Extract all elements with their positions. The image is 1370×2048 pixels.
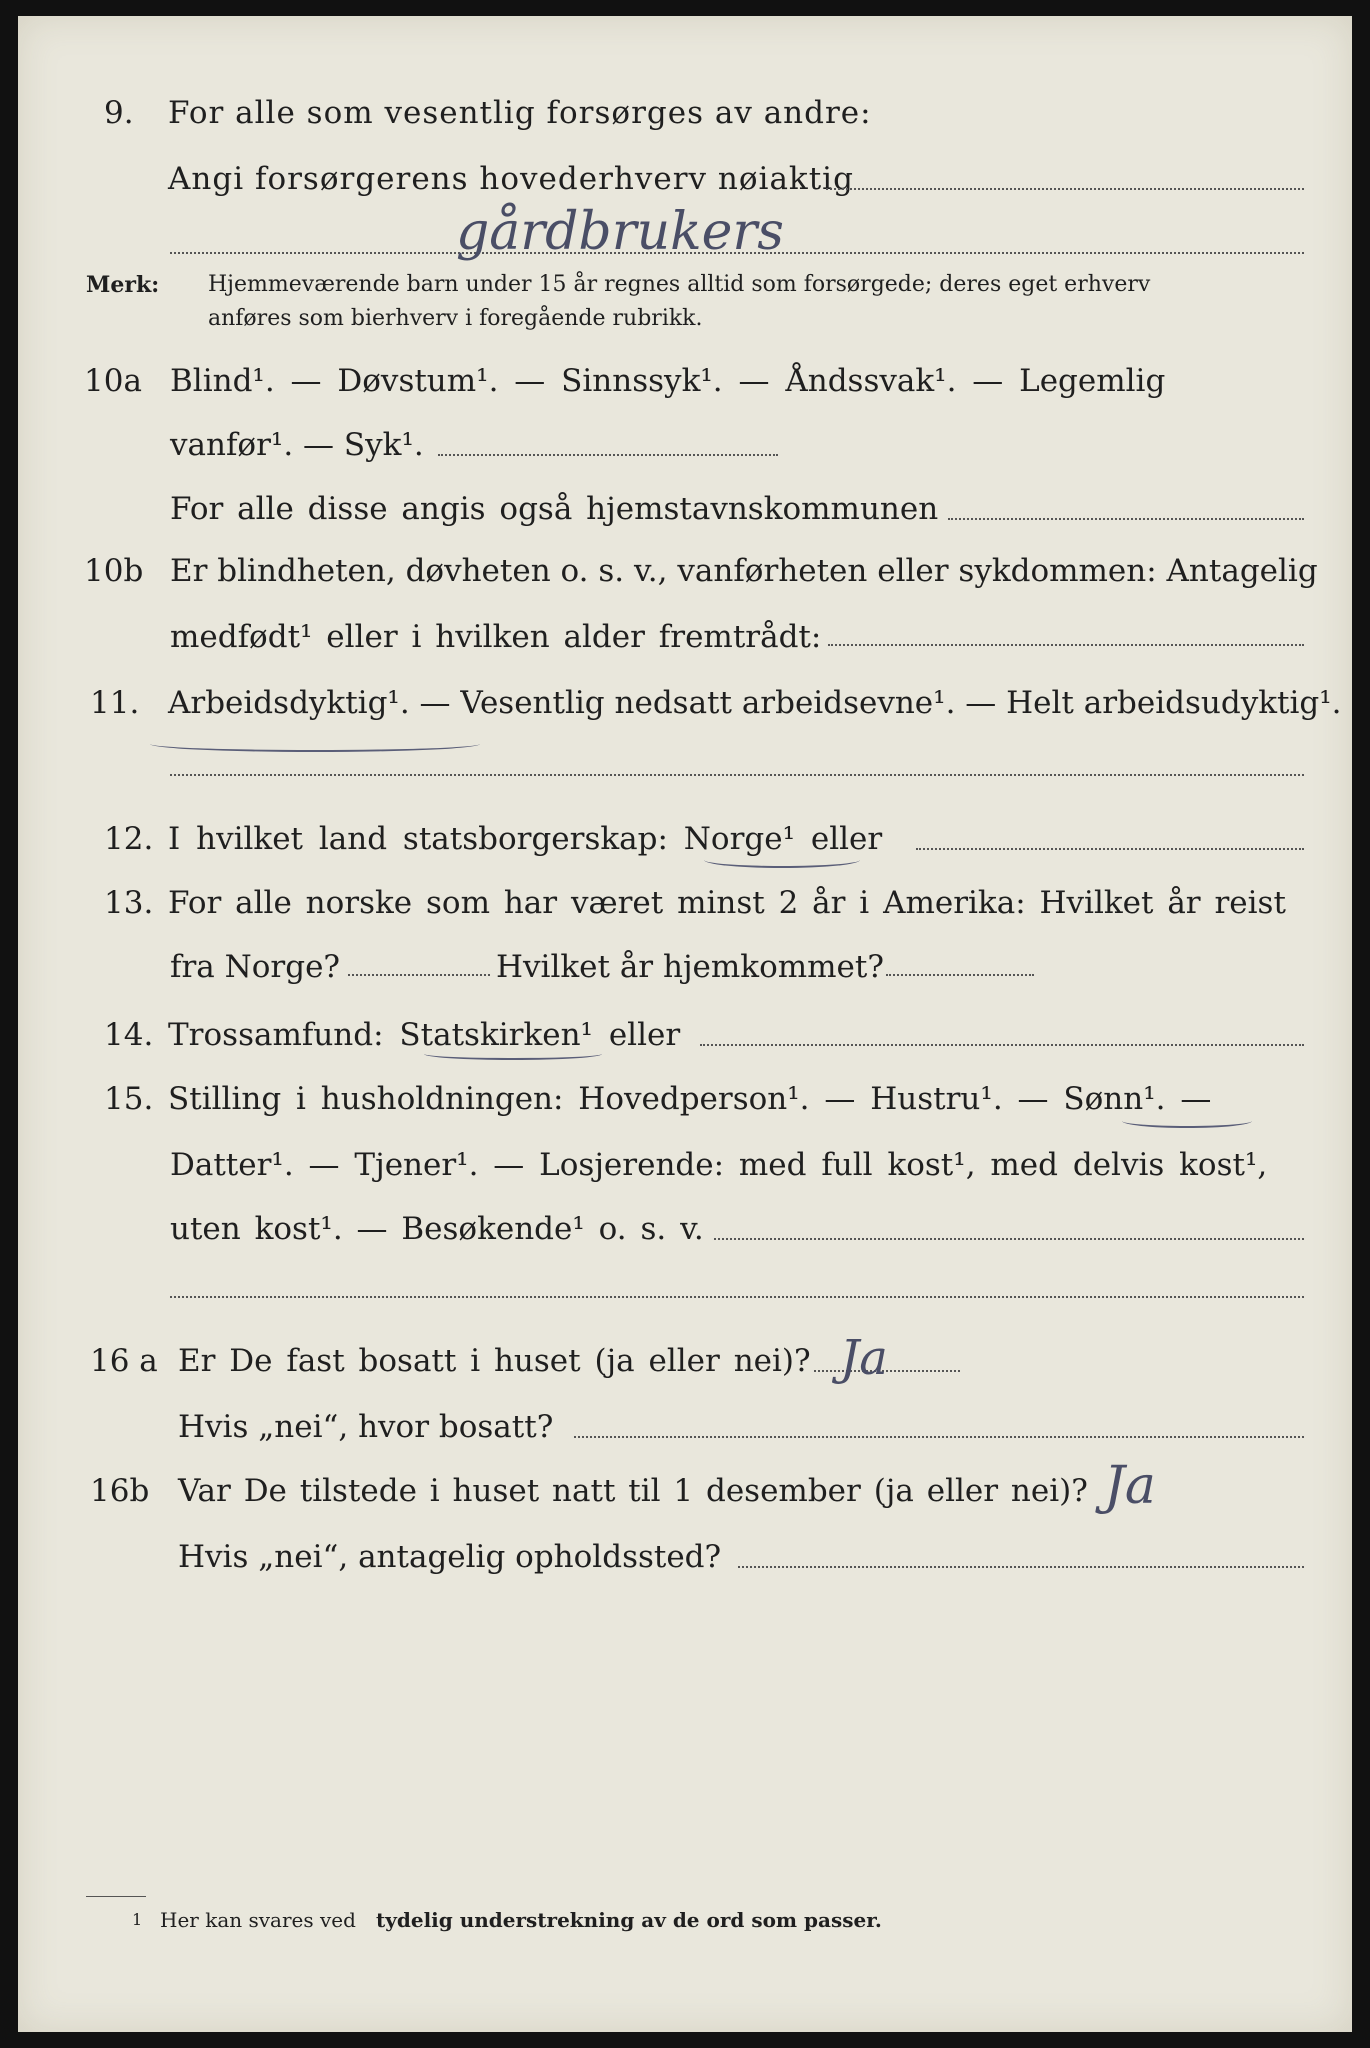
q16a-line2-dots <box>574 1436 1304 1438</box>
q16b-handwritten-answer: Ja <box>1104 1456 1156 1516</box>
q11-answer-line <box>170 774 1304 776</box>
merk-label: Merk: <box>86 272 160 298</box>
q9-line1: For alle som vesentlig forsørges av andre: <box>168 95 872 131</box>
q10b-line2-dots <box>828 644 1304 646</box>
q15-line3-dots <box>714 1238 1304 1240</box>
q9-number: 9. <box>104 95 134 131</box>
q13-line2a: fra Norge? <box>170 949 341 985</box>
q13-number: 13. <box>104 885 154 921</box>
q11-line1: Arbeidsdyktig¹. — Vesentlig nedsatt arbeidsevne¹. — Helt arbeidsudyktig¹. <box>168 685 1342 721</box>
q14-number: 14. <box>104 1017 154 1053</box>
q10a-number: 10a <box>84 363 142 399</box>
q10b-line2: medfødt¹ eller i hvilken alder fremtrådt: <box>170 619 822 655</box>
q15-answer-line <box>170 1296 1304 1298</box>
q13-reist-dots <box>348 974 490 976</box>
q12-answer-line <box>916 848 1304 850</box>
q16b-line1: Var De tilstede i huset natt til 1 desember (ja eller nei)? <box>178 1473 1088 1509</box>
merk-line1: Hjemmeværende barn under 15 år regnes alltid som forsørgede; deres eget erhverv <box>208 272 1151 297</box>
q13-hjemkommet-dots <box>886 974 1034 976</box>
footnote-rule <box>86 1896 146 1897</box>
q14-answer-line <box>700 1044 1304 1046</box>
q9-handwritten-answer: gårdbrukers <box>456 202 784 262</box>
q16a-line1: Er De fast bosatt i huset (ja eller nei)? <box>178 1343 811 1379</box>
q14-line1: Trossamfund: Statskirken¹ eller <box>168 1017 681 1053</box>
q11-number: 11. <box>90 685 140 721</box>
q13-line1: For alle norske som har været minst 2 år i Amerika: Hvilket år reist <box>168 885 1286 921</box>
q9-line2: Angi forsørgerens hovederhverv nøiaktig <box>168 161 854 197</box>
q10a-line2-dots <box>438 454 778 456</box>
q10b-line1: Er blindheten, døvheten o. s. v., vanførheten eller sykdommen: Antagelig <box>170 553 1318 589</box>
q10b-number: 10b <box>84 553 144 589</box>
q15-line1: Stilling i husholdningen: Hovedperson¹. — Hustru¹. — Sønn¹. — <box>168 1081 1212 1117</box>
q10a-line3: For alle disse angis også hjemstavnskommunen <box>170 491 939 527</box>
q16a-handwritten-answer: Ja <box>840 1330 888 1386</box>
q12-line1: I hvilket land statsborgerskap: Norge¹ eller <box>168 821 883 857</box>
q13-line2b: Hvilket år hjemkommet? <box>496 949 884 985</box>
q15-line3: uten kost¹. — Besøkende¹ o. s. v. <box>170 1211 704 1247</box>
merk-line2: anføres som bierhverv i foregående rubrikk. <box>208 306 703 331</box>
footnote-text-plain: Her kan svares ved <box>160 1908 356 1932</box>
q16a-line2: Hvis „nei“, hvor bosatt? <box>178 1409 554 1445</box>
q11-handwritten-underline <box>150 736 480 752</box>
q10a-line3-dots <box>948 518 1304 520</box>
footnote-mark: 1 <box>132 1910 143 1929</box>
q15-number: 15. <box>104 1081 154 1117</box>
q15-line2: Datter¹. — Tjener¹. — Losjerende: med full kost¹, med delvis kost¹, <box>170 1147 1268 1183</box>
census-form-page <box>18 16 1352 2032</box>
footnote-text-bold: tydelig understrekning av de ord som passer. <box>376 1908 882 1932</box>
q10a-line1: Blind¹. — Døvstum¹. — Sinnssyk¹. — Åndssvak¹. — Legemlig <box>170 363 1166 399</box>
q16b-line2-dots <box>738 1566 1304 1568</box>
q12-number: 12. <box>104 821 154 857</box>
q9-answer-line <box>826 188 1304 190</box>
q12-handwritten-underline <box>704 852 860 868</box>
q16b-number: 16b <box>90 1473 150 1509</box>
q16a-number: 16 a <box>90 1343 158 1379</box>
q10a-line2: vanfør¹. — Syk¹. <box>170 427 424 463</box>
q14-handwritten-underline <box>424 1048 602 1060</box>
q15-handwritten-underline <box>1122 1114 1252 1128</box>
q16b-line2: Hvis „nei“, antagelig opholdssted? <box>178 1539 722 1575</box>
